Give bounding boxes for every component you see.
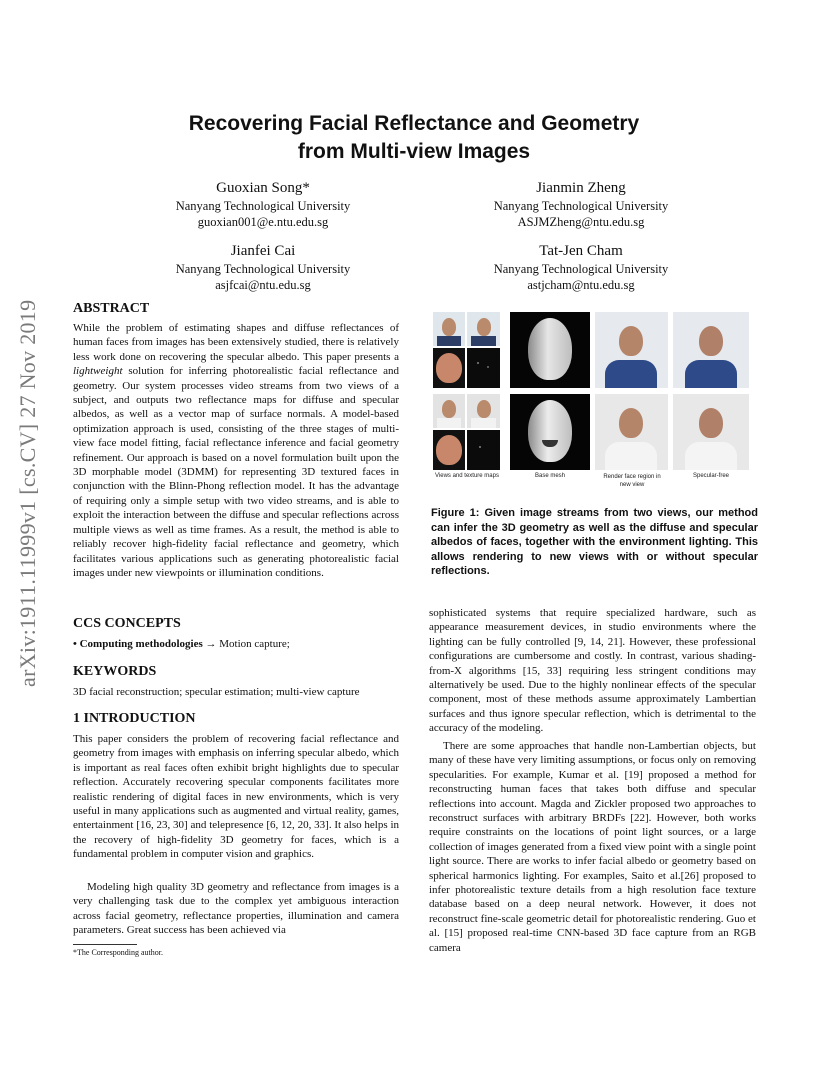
figure-label: Base mesh xyxy=(534,473,565,479)
keywords-text: 3D facial reconstruction; specular estimation; multi-view capture xyxy=(73,686,360,698)
title-line-1: Recovering Facial Reflectance and Geometry xyxy=(188,112,640,135)
footnote-rule xyxy=(73,944,137,945)
author-affiliation: Nanyang Technological University xyxy=(175,199,351,213)
abstract-emphasis: lightweight xyxy=(73,365,123,378)
arxiv-identifier: arXiv:1911.11999v1 [cs.CV] 27 Nov 2019 xyxy=(15,299,40,687)
specular-texture-map xyxy=(467,348,500,388)
author-affiliation: Nanyang Technological University xyxy=(175,262,351,276)
diffuse-texture-map xyxy=(433,348,465,388)
abstract-text-part: solution for inferring photorealistic facial reflectance and geometry. Our system processes video streams from two views of a subject, and outputs two reflectance maps for diffuse and specular albedos, as well as a vector map of surface normals. A model-based optimization approach is used, consisting of the three stages of multi-view face model fitting, facial reflectance inference and facial geometry refinement. Our approach is based on a novel formulation built upon the 3D morphable model (3DMM) for representing 3D textured faces in conjunction with the Blinn-Phong reflection model. It has the advantage of requiring only a simple setup with two video streams, and is able to exploit the interaction between the diffuse and specular reflections across multiple views as well as time frames. As a result, the method is able to reliably recover high-fidelity facial reflectance and geometry, which facilitates various applications such as generating photorealistic facial images under new viewpoints or illumination conditions. xyxy=(73,365,399,579)
figure-label: Views and texture maps xyxy=(435,473,499,479)
footnote: *The Corresponding author. xyxy=(73,948,163,957)
author-name: Jianfei Cai xyxy=(230,243,296,259)
rendered-new-view-image xyxy=(595,394,668,470)
specular-texture-map xyxy=(467,430,500,470)
author-name: Jianmin Zheng xyxy=(536,180,626,196)
figure-label: Specular-free xyxy=(692,473,730,479)
author-affiliation: Nanyang Technological University xyxy=(493,262,669,276)
author-email[interactable]: astjcham@ntu.edu.sg xyxy=(527,278,635,292)
ccs-category: • Computing methodologies xyxy=(73,638,203,650)
author-block xyxy=(113,178,413,230)
ccs-text xyxy=(73,637,399,651)
author-block xyxy=(431,178,731,230)
author-email[interactable]: guoxian001@e.ntu.edu.sg xyxy=(197,215,329,229)
figure-label: Render face region in new view xyxy=(603,474,661,488)
ccs-concept: → Motion capture; xyxy=(202,638,290,650)
keywords-heading: KEYWORDS xyxy=(73,664,157,679)
author-affiliation: Nanyang Technological University xyxy=(493,199,669,213)
author-block xyxy=(431,241,731,293)
author-name: Guoxian Song* xyxy=(216,180,310,196)
author-block xyxy=(113,241,413,293)
author-email[interactable]: ASJMZheng@ntu.edu.sg xyxy=(517,215,645,229)
diffuse-texture-map xyxy=(433,430,465,470)
input-view-image xyxy=(433,394,465,428)
section-heading-introduction: 1 INTRODUCTION xyxy=(73,711,196,726)
base-mesh-image xyxy=(510,394,590,470)
body-paragraph: sophisticated systems that require specialized hardware, such as appearance measurement devices, in studio environments where the lighting can be fully controlled [9, 14, 21]. However, these professional configurations are cumbersome and costly. In contrast, various shading-from-X algorithms [15, 33] requiring less stringent conditions may alternatively be used. Due to the highly nonlinear effects of the specular component, most of these methods assume approximately Lambertian surfaces and thus ignore specular reflection, which is detrimental to the accuracy of the modeling. xyxy=(429,607,756,735)
title-line-2: from Multi-view Images xyxy=(297,140,531,163)
input-view-image xyxy=(467,394,500,428)
abstract-text-part: While the problem of estimating shapes and diffuse reflectances of human faces from images has been extensively studied, there is relatively less work done on recovering the specular albedo. This paper presents a xyxy=(73,322,399,363)
paper-title xyxy=(60,110,768,166)
abstract-heading: ABSTRACT xyxy=(73,301,150,316)
rendered-new-view-image xyxy=(595,312,668,388)
abstract-text xyxy=(73,321,399,580)
body-paragraph: There are some approaches that handle non-Lambertian objects, but many of these have very limiting assumptions, or focus only on removing specularities. For example, Kumar et al. [19] proposed a method for reconstructing human faces that takes both diffuse and specular reflections into account. Magda and Zickler proposed two approaches to reconstruct surfaces with arbitrary BRDFs [22]. However, both works require constraints on the locations of point light sources, or a large collection of images generated from a fixed view point with a single point light source. There are works to infer facial albedo or geometry based on spherical harmonics lighting. For examples, Saito et al.[26] proposed to infer photorealistic texture details from a high resolution face texture database based on a deep neural network. However, it does not reconstruct fine-scale geometric detail for photorealistic rendering. Guo et al. [15] proposed real-time CNN-based 3D face capture from an RGB camera xyxy=(429,740,756,954)
specular-free-image xyxy=(673,312,749,388)
input-view-image xyxy=(433,312,465,346)
ccs-heading: CCS CONCEPTS xyxy=(73,616,181,631)
specular-free-image xyxy=(673,394,749,470)
intro-paragraph: This paper considers the problem of recovering facial reflectance and geometry from images with emphasis on inferring specular albedo, which is important as real faces often exhibit bright highlights due to specular reflection. Accurately recovering specular components facilitates more realistic rendering of digital faces in new environments, which is very useful in many applications such as augmented and virtual reality, games, entertainment [16, 23, 30] and telepresence [6, 12, 20, 33]. It also helps in the recovery of high-fidelity 3D geometry for faces, which is a fundamental problem in computer vision and graphics. xyxy=(73,733,399,861)
author-email[interactable]: asjfcai@ntu.edu.sg xyxy=(215,278,311,292)
intro-paragraph: Modeling high quality 3D geometry and reflectance from images is a very challenging task due to the complex yet ambiguous interaction across facial geometry, reflectance properties, illumination and camera parameters. Great success has been achieved via xyxy=(73,881,399,937)
base-mesh-image xyxy=(510,312,590,388)
author-name: Tat-Jen Cham xyxy=(539,243,623,259)
input-view-image xyxy=(467,312,500,346)
figure-1 xyxy=(431,310,751,490)
figure-caption: Figure 1: Given image streams from two views, our method can infer the 3D geometry as well as the diffuse and specular albedos of faces, together with the environment lighting. This allows rendering to new views with or without specular reflections. xyxy=(431,507,758,578)
